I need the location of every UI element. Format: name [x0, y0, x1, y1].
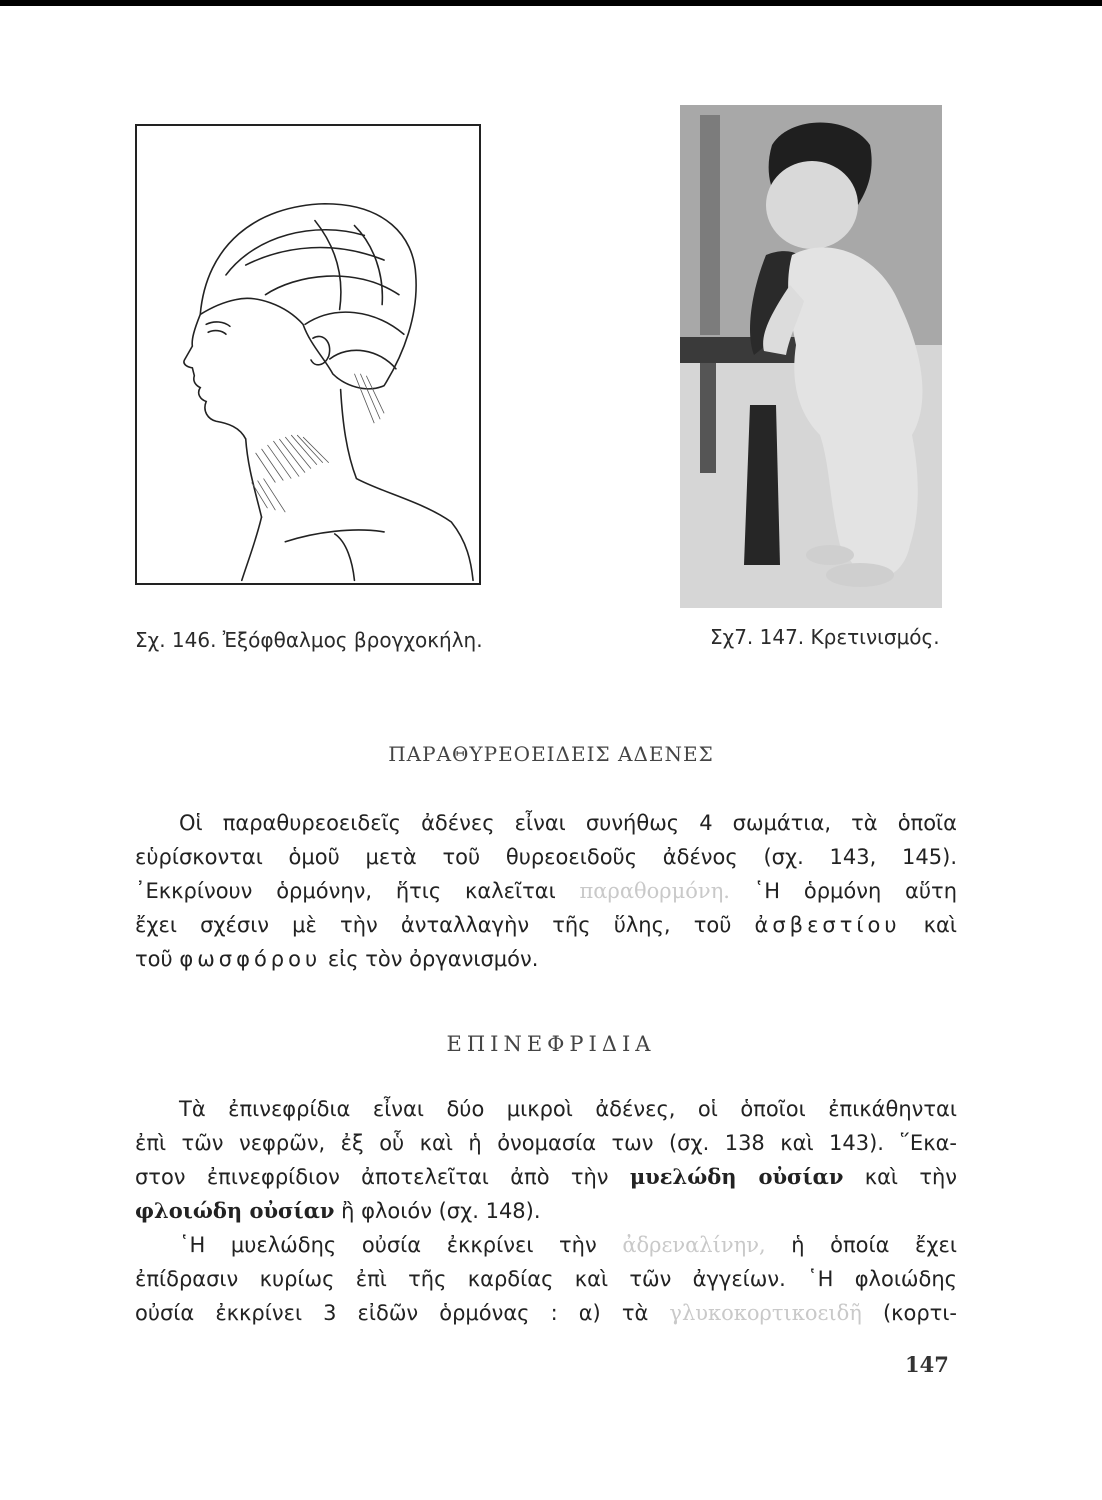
text-line: [135, 1194, 957, 1228]
text-run: ῾Η ὁρμόνη αὕτη: [753, 879, 958, 903]
spaced-term: ἀσβεστίου: [754, 913, 901, 937]
text-line: [135, 874, 957, 908]
bold-term: φλοιώδη οὐσίαν: [135, 1198, 335, 1223]
paragraph-adrenal-1: [135, 1092, 957, 1228]
text-run: ῾Η μυελώδης οὐσία ἐκκρίνει τὴν: [179, 1233, 597, 1257]
text-line: [135, 1160, 957, 1194]
text-line: [135, 1228, 957, 1262]
text-line: [135, 942, 957, 976]
figure-146-caption: Σχ. 146. Ἐξόφθαλμος βρογχοκήλη.: [135, 628, 483, 652]
child-photo: [680, 105, 942, 608]
text-line: ἐπίδρασιν κυρίως ἐπὶ τῆς καρδίας καὶ τῶν ἀγγείων. ῾Η φλοιώδης: [135, 1267, 957, 1291]
figure-147-photo: [680, 105, 942, 608]
text-run: ἔχει σχέσιν μὲ τὴν ἀνταλλαγὴν τῆς ὕλης, τοῦ: [135, 913, 732, 937]
text-line: ἐπὶ τῶν νεφρῶν, ἐξ οὗ καὶ ἡ ὀνομασία των (σχ. 138 καὶ 143). ῞Εκα-: [135, 1131, 957, 1155]
text-run: ἡ ὁποία ἔχει: [791, 1233, 957, 1257]
text-run: ᾿Εκκρίνουν ὁρμόνην, ἥτις καλεῖται: [135, 879, 556, 903]
scan-border: [0, 0, 1102, 6]
profile-drawing: [137, 126, 479, 583]
section-heading-adrenal: ΕΠΙΝΕΦΡΙΔΙΑ: [446, 1032, 656, 1056]
text-run: ἢ φλοιόν (σχ. 148).: [341, 1199, 541, 1223]
text-line: [135, 1296, 957, 1330]
page-number: 147: [905, 1352, 949, 1377]
text-line: Οἱ παραθυρεοειδεῖς ἀδένες εἶναι συνήθως 4 σωμάτια, τὰ ὁποῖα: [179, 811, 957, 835]
text-line: Τὰ ἐπινεφρίδια εἶναι δύο μικροὶ ἀδένες, οἱ ὁποῖοι ἐπικάθηνται: [179, 1097, 957, 1121]
figure-147-caption: Σχ7. 147. Κρετινισμός.: [710, 625, 940, 649]
text-run: στον ἐπινεφρίδιον ἀποτελεῖται ἀπὸ τὴν: [135, 1165, 609, 1189]
text-run: καὶ: [923, 913, 957, 937]
text-line: εὑρίσκονται ὁμοῦ μετὰ τοῦ θυρεοειδοῦς ἀδένος (σχ. 143, 145).: [135, 845, 957, 869]
paragraph-parathyroid: [135, 806, 957, 976]
bold-term: μυελώδη οὐσίαν: [629, 1164, 844, 1189]
figure-146-drawing: [135, 124, 481, 585]
faded-term: γλυκοκορτικοειδῆ: [669, 1301, 862, 1325]
text-run: οὐσία ἐκκρίνει 3 εἰδῶν ὁρμόνας : α) τὰ: [135, 1301, 649, 1325]
text-run: τοῦ: [135, 947, 173, 971]
paragraph-adrenal-2: [135, 1228, 957, 1330]
faded-term: ἀδρεναλίνην,: [622, 1233, 766, 1257]
section-heading-parathyroid: ΠΑΡΑΘΥΡΕΟΕΙΔΕΙΣ ΑΔΕΝΕΣ: [388, 742, 714, 766]
text-line: [135, 908, 957, 942]
text-run: (κορτι-: [882, 1301, 958, 1325]
text-run: εἰς τὸν ὀργανισμόν.: [327, 947, 539, 971]
faded-term: παραθορμόνη.: [579, 879, 730, 903]
text-run: καὶ τὴν: [864, 1165, 957, 1189]
spaced-term: φωσφόρου: [179, 947, 322, 971]
